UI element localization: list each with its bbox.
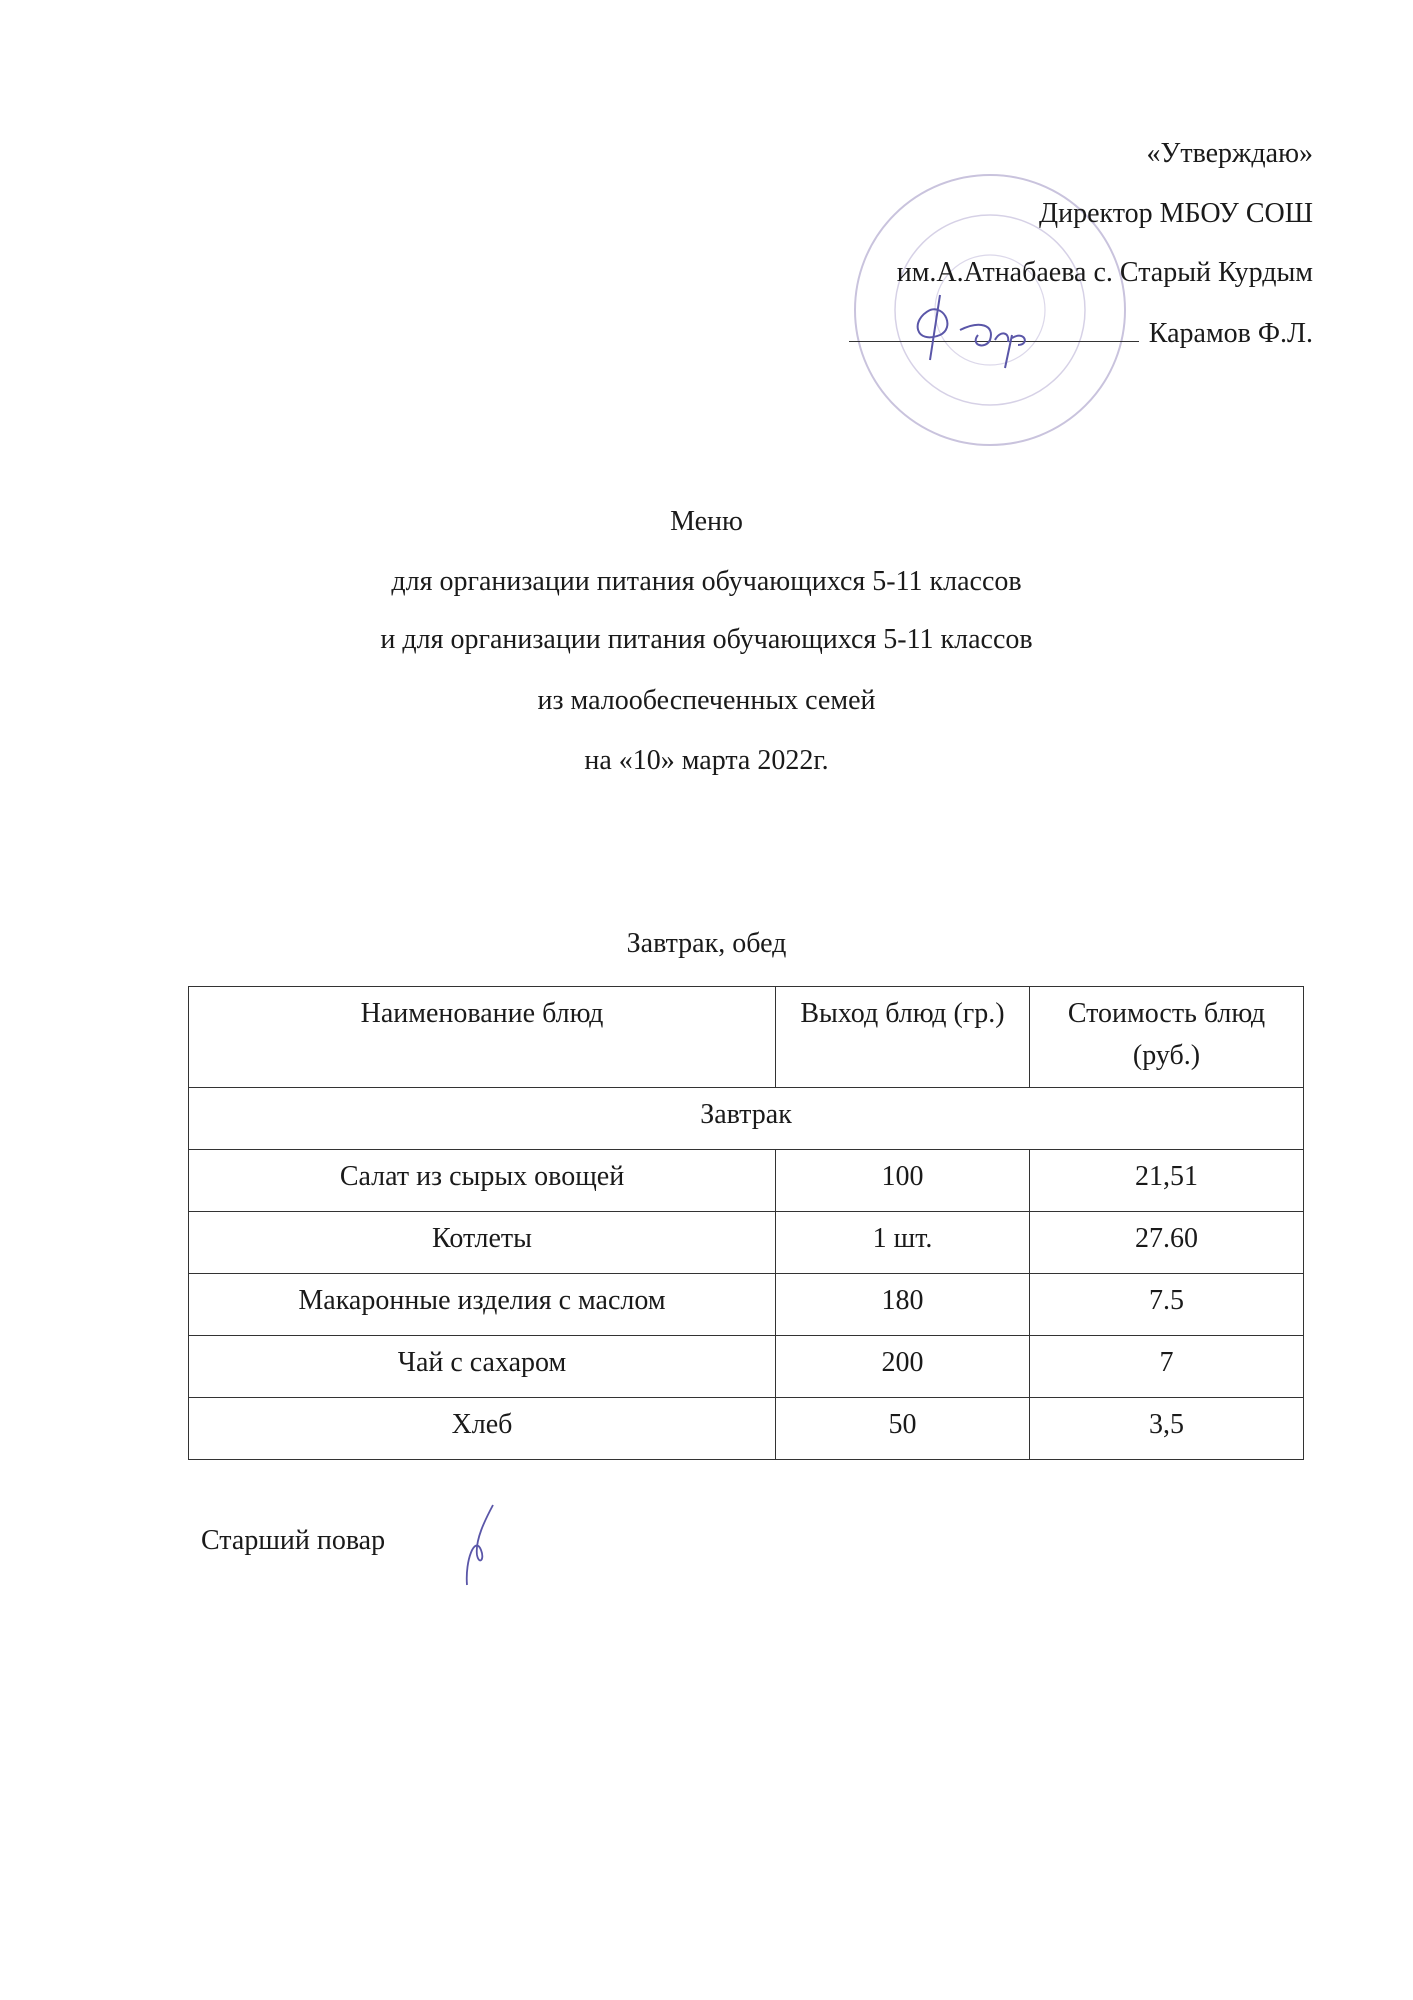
heading-line2: для организации питания обучающихся 5-11 классов xyxy=(391,566,1022,597)
dish-cost: 7.5 xyxy=(1030,1274,1304,1336)
heading-line4: из малообеспеченных семей xyxy=(537,685,876,716)
dish-portion: 50 xyxy=(776,1398,1030,1460)
header-portion: Выход блюд (гр.) xyxy=(776,987,1030,1088)
dish-portion: 180 xyxy=(776,1274,1030,1336)
director-signature xyxy=(900,290,1080,370)
header-cost: Стоимость блюд (руб.) xyxy=(1030,987,1304,1088)
approval-position: Директор МБОУ СОШ xyxy=(1038,198,1313,229)
heading-line3: и для организации питания обучающихся 5-11 классов xyxy=(380,624,1033,655)
table-row xyxy=(189,1150,1304,1212)
meal-title: Завтрак, обед xyxy=(626,928,787,959)
dish-name: Котлеты xyxy=(189,1212,776,1274)
dish-portion: 100 xyxy=(776,1150,1030,1212)
heading-date: на «10» марта 2022г. xyxy=(584,745,829,776)
approval-name: Карамов Ф.Л. xyxy=(1148,318,1313,349)
dish-name: Макаронные изделия с маслом xyxy=(189,1274,776,1336)
dish-name: Хлеб xyxy=(189,1398,776,1460)
cook-label: Старший повар xyxy=(201,1525,386,1556)
table-row xyxy=(189,1336,1304,1398)
section-row xyxy=(189,1088,1304,1150)
table-row xyxy=(189,1398,1304,1460)
dish-cost: 21,51 xyxy=(1030,1150,1304,1212)
section-breakfast: Завтрак xyxy=(189,1088,1304,1150)
menu-table xyxy=(188,986,1304,1460)
dish-cost: 3,5 xyxy=(1030,1398,1304,1460)
approval-school: им.А.Атнабаева с. Старый Курдым xyxy=(896,257,1313,288)
cook-signature xyxy=(455,1500,505,1590)
dish-name: Чай с сахаром xyxy=(189,1336,776,1398)
dish-name: Салат из сырых овощей xyxy=(189,1150,776,1212)
approval-title: «Утверждаю» xyxy=(1146,138,1313,169)
dish-cost: 27.60 xyxy=(1030,1212,1304,1274)
dish-portion: 200 xyxy=(776,1336,1030,1398)
dish-cost: 7 xyxy=(1030,1336,1304,1398)
table-row xyxy=(189,1212,1304,1274)
table-header-row xyxy=(189,987,1304,1088)
header-dish-name: Наименование блюд xyxy=(189,987,776,1088)
table-row xyxy=(189,1274,1304,1336)
heading-line1: Меню xyxy=(670,506,743,537)
dish-portion: 1 шт. xyxy=(776,1212,1030,1274)
